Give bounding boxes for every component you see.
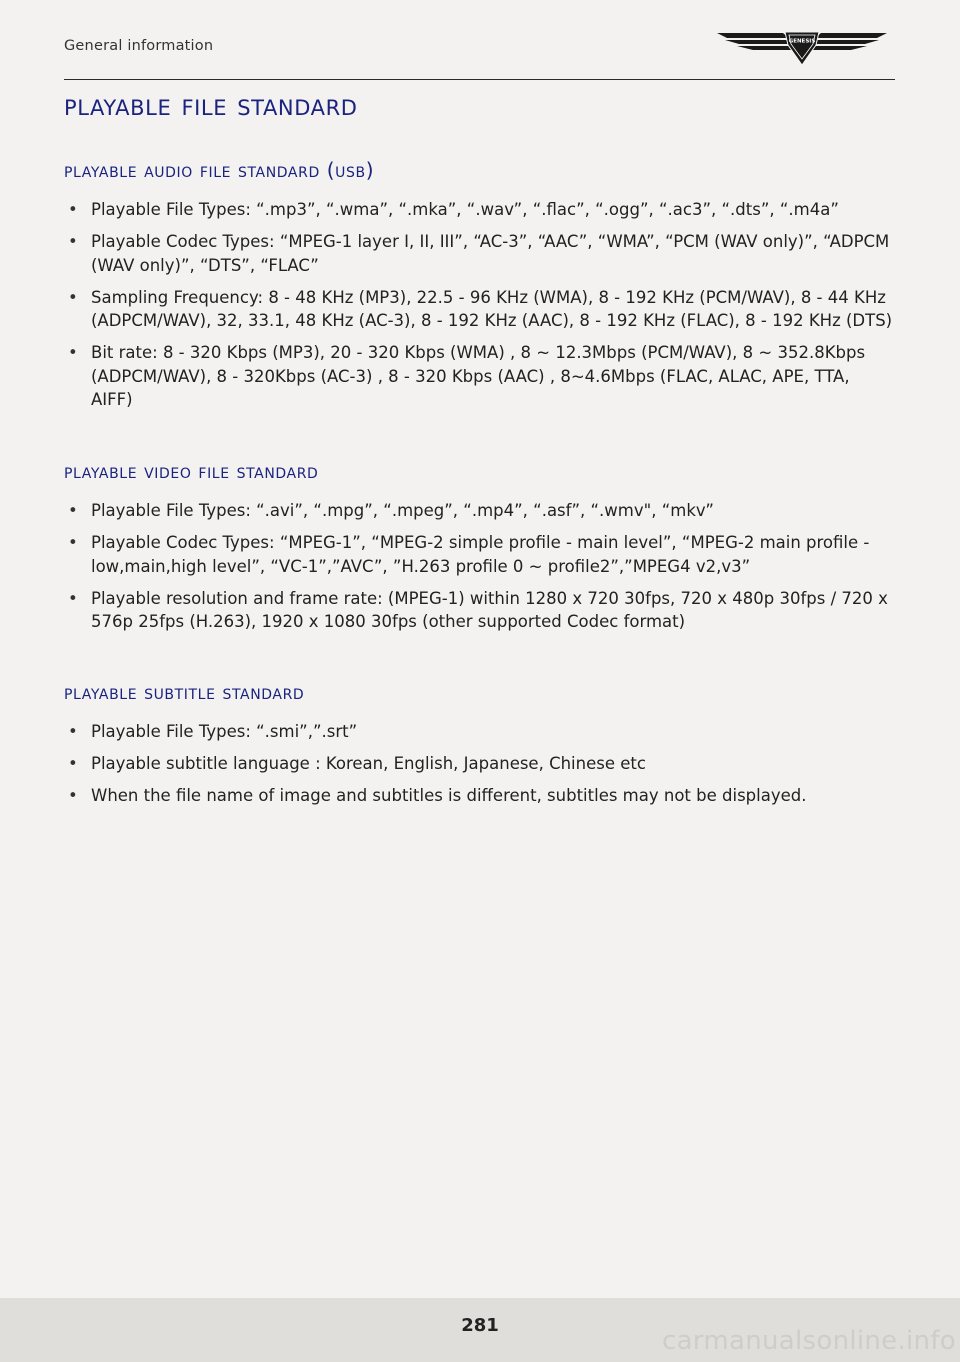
list-item: • Sampling Frequency: 8 - 48 KHz (MP3), 22.5 - 96 KHz (WMA), 8 - 192 KHz (PCM/WAV), 8 - 44 KHz (ADPCM/WAV), 32, 33.1, 48 KHz (AC-3), 8 - 192 KHz (AAC), 8 - 192 KHz (FLAC), 8 - 192 KHz (DTS) (64, 286, 894, 333)
list-item: • Playable Codec Types: “MPEG-1 layer I, II, III”, “AC-3”, “AAC”, “WMA”, “PCM (WAV only)”, “ADPCM (WAV only)”, “DTS”, “FLAC” (64, 230, 894, 277)
audio-spec-list (64, 198, 894, 420)
video-spec-list (64, 499, 894, 642)
list-item: • Playable File Types: “.mp3”, “.wma”, “.mka”, “.wav”, “.flac”, “.ogg”, “.ac3”, “.dts”, “.m4a” (64, 198, 894, 222)
page-footer (0, 1298, 960, 1362)
page-header (64, 0, 895, 80)
genesis-logo (717, 29, 887, 69)
subtitle-spec-list (64, 720, 894, 816)
list-item: • Playable subtitle language : Korean, English, Japanese, Chinese etc (64, 752, 894, 776)
list-item: • Playable File Types: “.avi”, “.mpg”, “.mpeg”, “.mp4”, “.asf”, “.wmv", “mkv” (64, 499, 894, 523)
section-label: General information (64, 38, 214, 54)
list-item: • Bit rate: 8 - 320 Kbps (MP3), 20 - 320 Kbps (WMA) , 8 ~ 12.3Mbps (PCM/WAV), 8 ~ 352.8Kbps (ADPCM/WAV), 8 - 320Kbps (AC-3) , 8 - 320 Kbps (AAC) , 8~4.6Mbps (FLAC, ALAC, APE, TTA, AIFF) (64, 341, 894, 412)
logo-lettering: GENESIS (788, 38, 816, 45)
list-item: • Playable Codec Types: “MPEG-1”, “MPEG-2 simple profile - main level”, “MPEG-2 main profile - low,main,high level”, “VC-1”,”AVC”, ”H.263 profile 0 ~ profile2”,”MPEG4 v2,v3” (64, 531, 894, 578)
list-item: • When the file name of image and subtitles is different, subtitles may not be displayed. (64, 784, 894, 808)
section-title-subtitle: playable subtitle standard (64, 680, 305, 704)
section-title-video: playable video file standard (64, 459, 319, 483)
section-title-audio: playable audio file standard (usb) (64, 158, 375, 182)
list-item: • Playable resolution and frame rate: (MPEG-1) within 1280 x 720 30fps, 720 x 480p 30fps / 720 x 576p 25fps (H.263), 1920 x 1080 30fps (other supported Codec format) (64, 587, 894, 634)
page-number: 281 (461, 1315, 499, 1336)
list-item: • Playable File Types: “.smi”,”.srt” (64, 720, 894, 744)
page-title: playable file standard (64, 88, 358, 123)
watermark: carmanualsonline.info (661, 1326, 956, 1356)
